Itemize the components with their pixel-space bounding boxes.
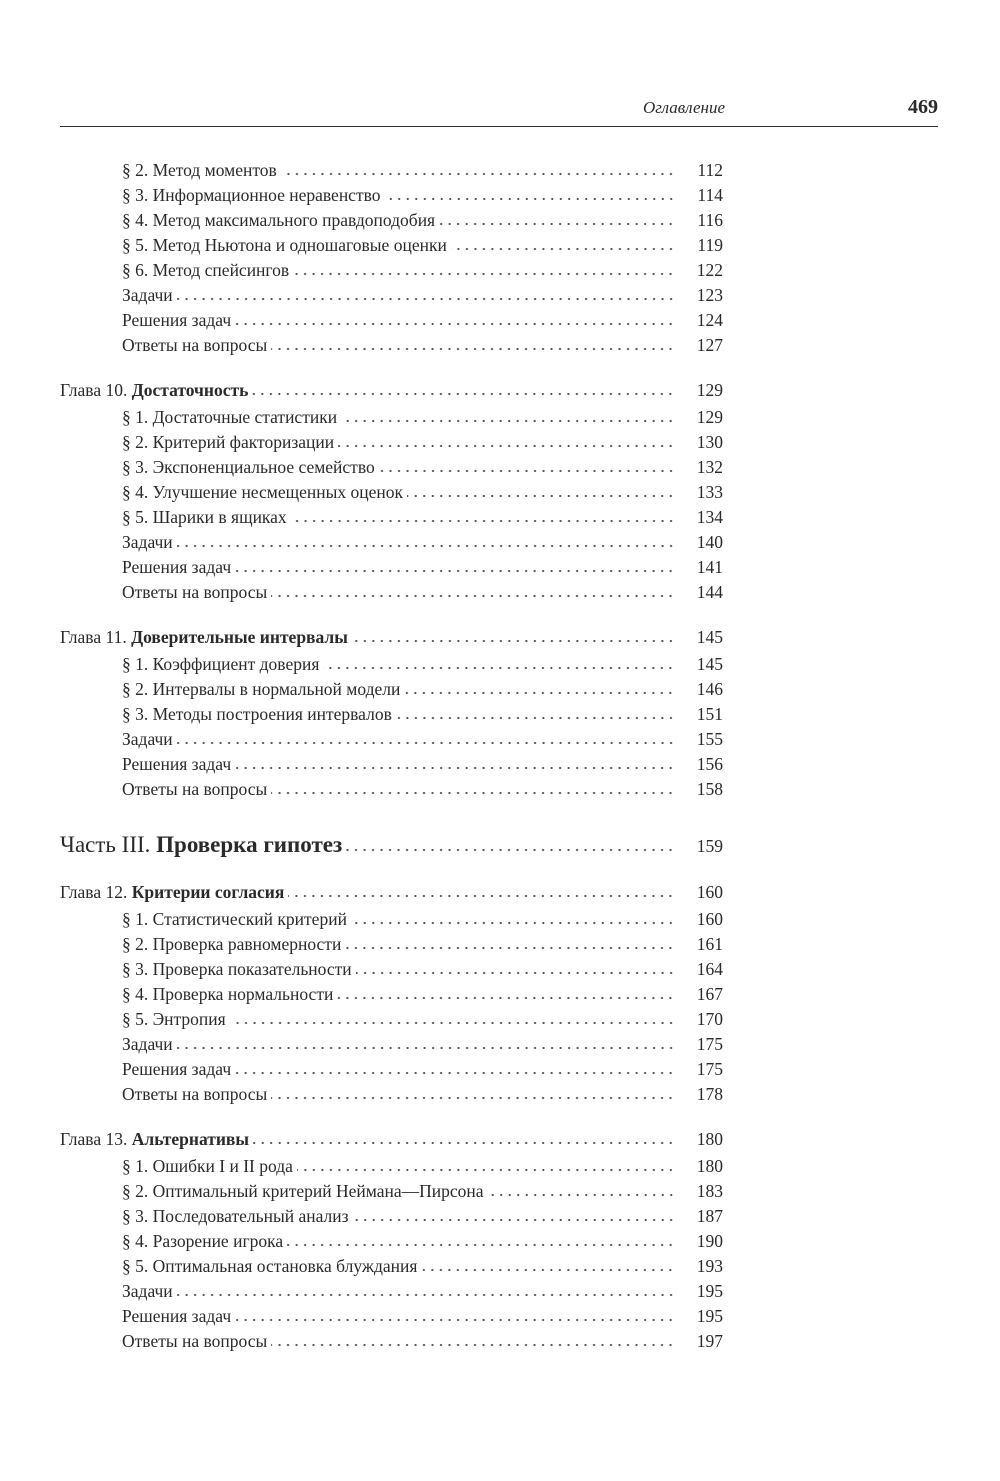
toc-entry-sub xyxy=(60,208,723,233)
entry-page-number: 178 xyxy=(696,1084,723,1104)
dot-leader xyxy=(488,1193,675,1197)
entry-page-number: 155 xyxy=(696,729,723,749)
entry-title xyxy=(60,1127,249,1152)
toc-entry-sub xyxy=(60,1007,723,1032)
dot-leader xyxy=(177,297,675,301)
dot-leader xyxy=(345,946,675,950)
toc-entry-sub xyxy=(60,652,723,677)
entry-title: Ответы на вопросы xyxy=(122,335,268,355)
entry-page-number: 145 xyxy=(696,654,723,674)
entry-title: Ответы на вопросы xyxy=(122,582,268,602)
entry-prefix: Глава 12. xyxy=(60,882,128,902)
entry-prefix: Часть III. xyxy=(60,832,151,857)
entry-page-number: 140 xyxy=(696,532,723,552)
header-rule xyxy=(60,126,938,127)
toc-entry-sub xyxy=(60,1154,723,1179)
toc-entry-part xyxy=(60,832,723,860)
entry-page-number: 112 xyxy=(697,160,723,180)
dot-leader xyxy=(271,791,675,795)
entry-page-number: 170 xyxy=(696,1009,723,1029)
entry-page-number: 145 xyxy=(696,627,723,647)
dot-leader xyxy=(230,1021,675,1025)
entry-page-number: 183 xyxy=(696,1181,723,1201)
entry-title: § 6. Метод спейсингов xyxy=(122,260,290,280)
entry-title: Задачи xyxy=(122,285,173,305)
entry-title: Задачи xyxy=(122,1281,173,1301)
toc-entry-sub xyxy=(60,480,723,505)
dot-leader xyxy=(288,894,675,898)
toc-entry-sub xyxy=(60,1204,723,1229)
page-number: 469 xyxy=(908,96,938,118)
entry-title: Задачи xyxy=(122,532,173,552)
entry-title xyxy=(60,378,248,403)
dot-leader xyxy=(404,691,675,695)
entry-title: § 1. Коэффициент доверия xyxy=(122,654,320,674)
entry-page-number: 134 xyxy=(696,507,723,527)
toc-entry-sub xyxy=(60,1179,723,1204)
toc-entry-sub xyxy=(60,1057,723,1082)
dot-leader xyxy=(297,1168,675,1172)
dot-leader xyxy=(281,172,675,176)
entry-page-number: 180 xyxy=(696,1129,723,1149)
entry-page-number: 193 xyxy=(696,1256,723,1276)
entry-page-number: 144 xyxy=(696,582,723,602)
toc-entry-sub xyxy=(60,1229,723,1254)
entry-page-number: 195 xyxy=(696,1281,723,1301)
dot-leader xyxy=(439,222,675,226)
dot-leader xyxy=(323,666,675,670)
entry-title: § 3. Информационное неравенство xyxy=(122,185,381,205)
toc-entry-sub xyxy=(60,158,723,183)
toc-entry-chapter xyxy=(60,880,723,907)
toc-entry-sub xyxy=(60,932,723,957)
dot-leader xyxy=(451,247,675,251)
entry-page-number: 158 xyxy=(696,779,723,799)
dot-leader xyxy=(177,1293,675,1297)
toc-entry-sub xyxy=(60,580,723,605)
dot-leader xyxy=(379,469,675,473)
toc-entry-sub xyxy=(60,183,723,208)
entry-page-number: 175 xyxy=(696,1059,723,1079)
dot-leader xyxy=(235,569,675,573)
toc-entry-sub xyxy=(60,1254,723,1279)
entry-title: § 1. Ошибки I и II рода xyxy=(122,1156,293,1176)
dot-leader xyxy=(252,392,675,396)
entry-page-number: 195 xyxy=(696,1306,723,1326)
dot-leader xyxy=(337,996,675,1000)
dot-leader xyxy=(235,322,675,326)
entry-label: Доверительные интервалы xyxy=(131,627,348,647)
entry-page-number: 119 xyxy=(697,235,723,255)
entry-page-number: 187 xyxy=(696,1206,723,1226)
entry-page-number: 123 xyxy=(696,285,723,305)
toc-entry-sub xyxy=(60,702,723,727)
dot-leader xyxy=(235,1318,675,1322)
toc-entry-sub xyxy=(60,1304,723,1329)
entry-title: Ответы на вопросы xyxy=(122,1084,268,1104)
entry-label: Альтернативы xyxy=(131,1129,250,1149)
entry-page-number: 130 xyxy=(696,432,723,452)
entry-title: § 4. Метод максимального правдоподобия xyxy=(122,210,436,230)
toc-entry-chapter xyxy=(60,1127,723,1154)
toc-entry-chapter xyxy=(60,625,723,652)
entry-page-number: 114 xyxy=(697,185,723,205)
toc-entry-sub xyxy=(60,530,723,555)
entry-title: Ответы на вопросы xyxy=(122,1331,268,1351)
toc-entry-sub xyxy=(60,555,723,580)
dot-leader xyxy=(235,1071,675,1075)
entry-title: Задачи xyxy=(122,1034,173,1054)
toc-entry-sub xyxy=(60,957,723,982)
entry-title: § 4. Улучшение несмещенных оценок xyxy=(122,482,403,502)
entry-title: Решения задач xyxy=(122,1059,232,1079)
toc-entry-sub xyxy=(60,677,723,702)
dot-leader xyxy=(293,272,675,276)
toc-entry-sub xyxy=(60,333,723,358)
dot-leader xyxy=(353,1218,675,1222)
toc-entry-sub xyxy=(60,752,723,777)
toc-entry-sub xyxy=(60,982,723,1007)
toc-entry-sub xyxy=(60,405,723,430)
entry-title: § 2. Критерий факторизации xyxy=(122,432,335,452)
entry-prefix: Глава 13. xyxy=(60,1129,128,1149)
entry-title: § 1. Статистический критерий xyxy=(122,909,347,929)
entry-title: Решения задач xyxy=(122,754,232,774)
toc-entry-chapter xyxy=(60,378,723,405)
toc-entry-sub xyxy=(60,430,723,455)
entry-page-number: 190 xyxy=(696,1231,723,1251)
running-header-title: Оглавление xyxy=(642,98,725,117)
entry-prefix: Глава 11. xyxy=(60,627,127,647)
entry-title: § 5. Метод Ньютона и одношаговые оценки xyxy=(122,235,447,255)
entry-page-number: 151 xyxy=(696,704,723,724)
entry-title: § 3. Проверка показательности xyxy=(122,959,352,979)
entry-title: § 1. Достаточные статистики xyxy=(122,407,338,427)
entry-title: § 3. Последовательный анализ xyxy=(122,1206,349,1226)
entry-title: Решения задач xyxy=(122,557,232,577)
dot-leader xyxy=(291,519,675,523)
dot-leader xyxy=(271,1096,675,1100)
toc-entry-sub xyxy=(60,1082,723,1107)
entry-prefix: Глава 10. xyxy=(60,380,128,400)
entry-label: Проверка гипотез xyxy=(156,832,343,857)
entry-title: § 3. Экспоненциальное семейство xyxy=(122,457,375,477)
dot-leader xyxy=(341,419,675,423)
entry-page-number: 127 xyxy=(696,335,723,355)
dot-leader xyxy=(421,1268,675,1272)
entry-title: § 2. Интервалы в нормальной модели xyxy=(122,679,401,699)
toc-entry-sub xyxy=(60,258,723,283)
entry-page-number: 197 xyxy=(696,1331,723,1351)
entry-page-number: 161 xyxy=(696,934,723,954)
entry-page-number: 141 xyxy=(696,557,723,577)
entry-title: § 2. Оптимальный критерий Неймана—Пирсона xyxy=(122,1181,484,1201)
dot-leader xyxy=(177,544,675,548)
dot-leader xyxy=(396,716,675,720)
entry-page-number: 146 xyxy=(696,679,723,699)
entry-title: § 4. Проверка нормальности xyxy=(122,984,334,1004)
entry-title xyxy=(60,832,342,857)
entry-page-number: 160 xyxy=(696,909,723,929)
dot-leader xyxy=(253,1141,675,1145)
entry-page-number: 164 xyxy=(696,959,723,979)
entry-title: § 2. Проверка равномерности xyxy=(122,934,342,954)
entry-title: Решения задач xyxy=(122,1306,232,1326)
toc-entry-sub xyxy=(60,308,723,333)
dot-leader xyxy=(351,921,675,925)
entry-title: § 5. Энтропия xyxy=(122,1009,226,1029)
entry-page-number: 133 xyxy=(696,482,723,502)
dot-leader xyxy=(407,494,675,498)
entry-title: Задачи xyxy=(122,729,173,749)
toc-entry-sub xyxy=(60,727,723,752)
dot-leader xyxy=(271,347,675,351)
entry-page-number: 167 xyxy=(696,984,723,1004)
dot-leader xyxy=(235,766,675,770)
dot-leader xyxy=(287,1243,675,1247)
toc-entry-sub xyxy=(60,455,723,480)
dot-leader xyxy=(385,197,676,201)
entry-page-number: 122 xyxy=(696,260,723,280)
entry-page-number: 116 xyxy=(697,210,723,230)
entry-title: § 3. Методы построения интервалов xyxy=(122,704,392,724)
entry-title: Решения задач xyxy=(122,310,232,330)
dot-leader xyxy=(356,971,675,975)
dot-leader xyxy=(338,444,675,448)
entry-page-number: 175 xyxy=(696,1034,723,1054)
dot-leader xyxy=(177,1046,675,1050)
dot-leader xyxy=(271,1343,675,1347)
entry-page-number: 129 xyxy=(696,407,723,427)
entry-title: § 2. Метод моментов xyxy=(122,160,277,180)
entry-page-number: 156 xyxy=(696,754,723,774)
entry-label: Достаточность xyxy=(131,380,249,400)
dot-leader xyxy=(352,639,675,643)
table-of-contents xyxy=(60,158,723,1354)
entry-title xyxy=(60,625,348,650)
entry-title: § 5. Шарики в ящиках xyxy=(122,507,287,527)
entry-title: Ответы на вопросы xyxy=(122,779,268,799)
entry-page-number: 159 xyxy=(696,836,723,856)
entry-page-number: 132 xyxy=(696,457,723,477)
toc-entry-sub xyxy=(60,505,723,530)
entry-page-number: 129 xyxy=(696,380,723,400)
toc-entry-sub xyxy=(60,283,723,308)
dot-leader xyxy=(177,741,675,745)
entry-label: Критерии согласия xyxy=(131,882,285,902)
entry-title: § 4. Разорение игрока xyxy=(122,1231,284,1251)
toc-entry-sub xyxy=(60,1329,723,1354)
entry-title: § 5. Оптимальная остановка блуждания xyxy=(122,1256,418,1276)
toc-entry-sub xyxy=(60,907,723,932)
toc-entry-sub xyxy=(60,1279,723,1304)
entry-page-number: 180 xyxy=(696,1156,723,1176)
dot-leader xyxy=(346,848,675,852)
toc-entry-sub xyxy=(60,777,723,802)
toc-entry-sub xyxy=(60,233,723,258)
entry-page-number: 160 xyxy=(696,882,723,902)
entry-page-number: 124 xyxy=(696,310,723,330)
toc-entry-sub xyxy=(60,1032,723,1057)
dot-leader xyxy=(271,594,675,598)
entry-title xyxy=(60,880,284,905)
